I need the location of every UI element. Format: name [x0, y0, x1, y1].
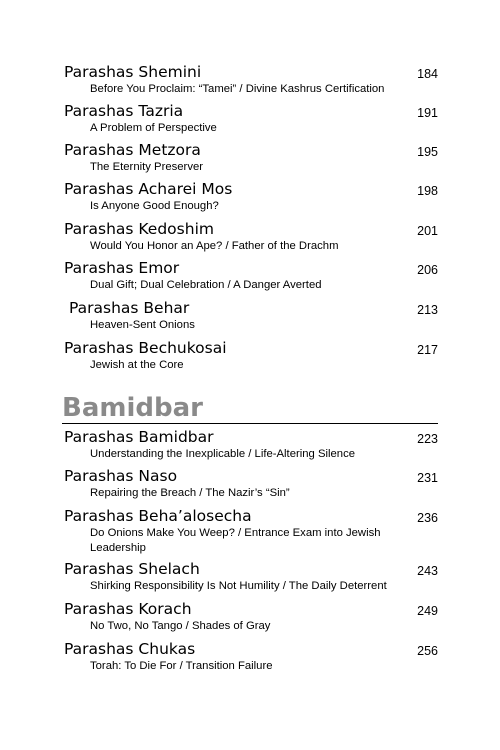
entry-title: Parashas Metzora [64, 141, 201, 159]
entry-title: Parashas Shemini [64, 63, 202, 81]
toc-entry-chukas [64, 639, 438, 674]
toc-entry-behaalosecha [64, 506, 438, 556]
toc-entry-bechukosai [64, 338, 438, 373]
toc-entry-korach [64, 599, 438, 634]
entry-subtitle: Would You Honor an Ape? / Father of the Drachm [90, 240, 339, 252]
entry-page-number: 191 [417, 106, 438, 120]
entry-page-number: 231 [417, 471, 438, 485]
entry-page-number: 256 [417, 644, 438, 658]
entry-title: Parashas Emor [64, 259, 180, 277]
toc-entry-metzora [64, 140, 438, 175]
entry-title: Parashas Bechukosai [64, 339, 227, 357]
entry-subtitle: Before You Proclaim: “Tamei” / Divine Kashrus Certification [90, 83, 385, 95]
entry-subtitle: Repairing the Breach / The Nazir’s “Sin” [90, 487, 290, 499]
toc-entry-bamidbar [64, 427, 438, 462]
toc-entry-naso [64, 466, 438, 501]
entry-subtitle: Shirking Responsibility Is Not Humility / The Daily Deterrent [90, 580, 387, 592]
entry-page-number: 213 [417, 303, 438, 317]
entry-title: Parashas Acharei Mos [64, 180, 233, 198]
toc-entry-shemini [64, 62, 438, 97]
entry-page-number: 217 [417, 343, 438, 357]
entry-subtitle: Understanding the Inexplicable / Life-Altering Silence [90, 448, 356, 460]
entry-subtitle: No Two, No Tango / Shades of Gray [90, 620, 271, 632]
toc-entry-kedoshim [64, 219, 438, 254]
toc-entry-tazria [64, 101, 438, 136]
entry-subtitle: Do Onions Make You Weep? / Entrance Exam into Jewish Leadership [90, 527, 381, 554]
entry-subtitle: A Problem of Perspective [90, 122, 217, 134]
entry-page-number: 195 [417, 145, 438, 159]
section-heading: Bamidbar [62, 393, 203, 423]
entry-title: Parashas Bamidbar [64, 428, 214, 446]
toc-entry-acharei-mos [64, 179, 438, 214]
entry-page-number: 236 [417, 511, 438, 525]
entry-page-number: 201 [417, 224, 438, 238]
entry-page-number: 206 [417, 263, 438, 277]
section-divider [62, 423, 438, 424]
toc-entry-emor [64, 258, 438, 293]
entry-title: Parashas Behar [69, 299, 190, 317]
entry-page-number: 223 [417, 432, 438, 446]
entry-page-number: 243 [417, 564, 438, 578]
entry-title: Parashas Shelach [64, 560, 200, 578]
toc-entry-shelach [64, 559, 438, 594]
entry-subtitle: Torah: To Die For / Transition Failure [90, 660, 273, 672]
entry-title: Parashas Kedoshim [64, 220, 214, 238]
entry-subtitle: Dual Gift; Dual Celebration / A Danger Averted [90, 279, 322, 291]
entry-page-number: 249 [417, 604, 438, 618]
entry-subtitle: Jewish at the Core [90, 359, 184, 371]
entry-subtitle: Heaven-Sent Onions [90, 319, 195, 331]
entry-title: Parashas Tazria [64, 102, 184, 120]
entry-page-number: 198 [417, 184, 438, 198]
entry-page-number: 184 [417, 67, 438, 81]
entry-title: Parashas Chukas [64, 640, 196, 658]
entry-title: Parashas Korach [64, 600, 192, 618]
entry-subtitle: Is Anyone Good Enough? [90, 200, 219, 212]
toc-entry-behar [64, 298, 438, 333]
entry-title: Parashas Beha’alosecha [64, 507, 252, 525]
entry-subtitle: The Eternity Preserver [90, 161, 204, 173]
entry-title: Parashas Naso [64, 467, 178, 485]
